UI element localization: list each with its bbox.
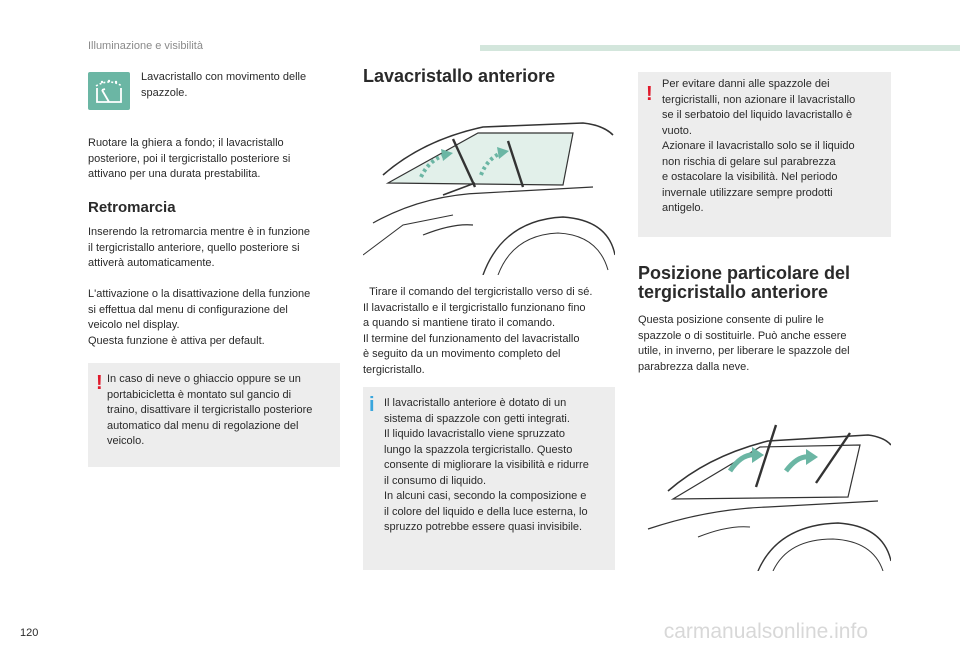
header-bar (480, 45, 960, 51)
lavacristallo-title: Lavacristallo anteriore (363, 66, 556, 86)
warning-box-snow (88, 363, 340, 467)
icon-caption: Lavacristallo con movimento delle spazzole. (141, 71, 307, 99)
instruction-text: Tirare il comando del tergicristallo verso di sé. (369, 286, 593, 298)
warning-text-washer: Per evitare danni alle spazzole dei tergicristalli, non azionare il lavacristallo se il serbatoio del liquido lavacristallo è vuoto. Azionare il lavacristallo solo se il liquido non rischia di gelare sul parabrezza e ostacolare la visibilità. Nel periodo invernale utilizzare sempre prodotti antigelo. (662, 78, 856, 214)
info-icon: i (369, 394, 375, 416)
windshield-washer-illustration (363, 105, 615, 275)
rear-wiper-text: Ruotare la ghiera a fondo; il lavacristallo posteriore, poi il tergicristallo posteriore si attivano per una durata prestabilita. (88, 137, 291, 180)
retromarcia-paragraph-1: Inserendo la retromarcia mentre è in funzione il tergicristallo anteriore, quello posteriore si attiverà automaticamente. (88, 226, 310, 269)
info-box (363, 387, 615, 570)
warning-text-snow: In caso di neve o ghiaccio oppure se un portabicicletta è montato sul gancio di traino, disattivare il tergicristallo posteriore automatico dal menu di regolazione del veicolo. (107, 373, 313, 447)
posizione-title: Posizione particolare del tergicristallo anteriore (638, 263, 851, 302)
watermark: carmanualsonline.info (663, 620, 868, 643)
retromarcia-paragraph-2: L'attivazione o la disattivazione della funzione si effettua dal menu di configurazione del veicolo nel display. Questa funzione è attiva per default. (88, 288, 311, 347)
instruction-body: Il lavacristallo e il tergicristallo funzionano fino a quando si mantiene tirato il comando. Il termine del funzionamento del lavacristallo è seguito da un movimento completo del tergicristallo. (363, 301, 586, 376)
retromarcia-title: Retromarcia (88, 199, 176, 216)
service-position-illustration (638, 421, 891, 571)
washer-wipe-icon (88, 72, 130, 110)
posizione-body: Questa posizione consente di pulire le spazzole o di sostituirle. Può anche essere utile, in inverno, per liberare le spazzole del parabrezza dalla neve. (638, 314, 850, 373)
warning-icon: ! (96, 372, 103, 394)
instruction-line (363, 284, 618, 301)
info-text: Il lavacristallo anteriore è dotato di un sistema di spazzole con getti integrati. Il liquido lavacristallo viene spruzzato lungo la spazzola tergicristallo. Questo consente di migliorare la visibilità e ridurre il consumo di liquido. In alcuni casi, secondo la composizione e il colore del liquido e della luce esterna, lo spruzzo potrebbe essere quasi invisibile. (384, 397, 589, 533)
section-title: Illuminazione e visibilità (88, 40, 203, 52)
warning-box-washer (638, 72, 891, 237)
warning-icon: ! (646, 83, 653, 105)
page-number: 120 (20, 627, 39, 639)
